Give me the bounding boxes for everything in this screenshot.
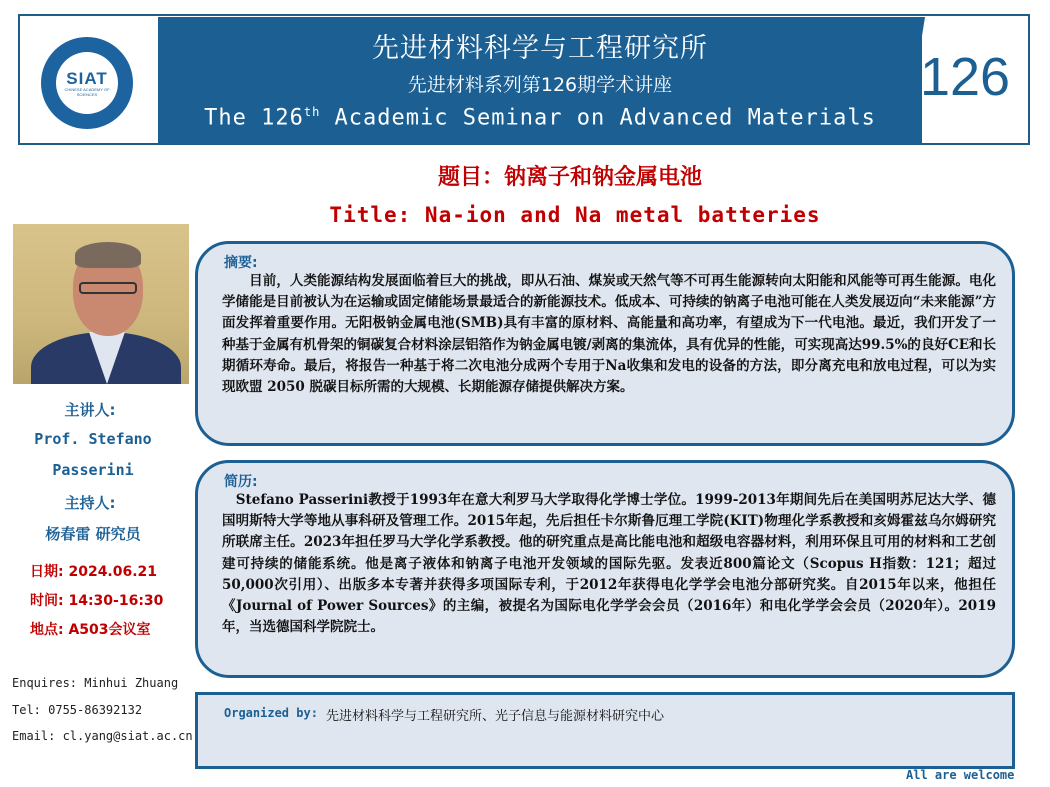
siat-logo: [41, 37, 133, 129]
bio-label: 简历:: [224, 474, 258, 490]
speaker-label: 主讲人:: [64, 401, 116, 419]
photo-glasses: [79, 282, 137, 294]
organizer-box: [195, 692, 1015, 769]
english-title-suffix-ordinal: th: [303, 105, 321, 119]
bio-text: Stefano Passerini教授于1993年在意大利罗马大学取得化学博士学位。1999-2013年期间先后在美国明苏尼达大学、德国明斯特大学等地从事科研及管理工作。2015年起，先后担任卡尔斯鲁厄理工学院(KIT)物理化学系教授和亥姆霍兹乌尔姆研究所联席主任。2023年担任罗马大学化学系教授。他的研究重点是高比能电池和超级电容器材料，利用环保且可用的材料和工艺创建可持续的储能系统。他是离子液体和钠离子电池开发领域的国际先驱。发表近800篇论文（Scopus H指数：121；超过50,000次引用）、出版多本专著并获得多项国际专利，于2012年获得电化学学会电池分部研究奖。自2015年以来，他担任《Journal of Power Sources》的主编，被提名为国际电化学学会会员（2016年）和电化学学会会员（2020年）。2019年，当选德国科学院院士。: [222, 492, 996, 636]
host-label: 主持人:: [64, 494, 116, 512]
enquiries-contact: Enquires: Minhui Zhuang: [12, 676, 179, 690]
abstract-panel: [195, 241, 1015, 446]
photo-hair: [75, 242, 141, 268]
institute-name: 先进材料科学与工程研究所: [372, 33, 708, 64]
seminar-series: 先进材料系列第126期学术讲座: [407, 74, 673, 96]
organizer-value: 先进材料科学与工程研究所、光子信息与能源材料研究中心: [326, 709, 665, 724]
event-location: 地点: A503会议室: [30, 622, 151, 638]
event-date: 日期: 2024.06.21: [30, 564, 158, 580]
seminar-english-title: [158, 105, 922, 130]
speaker-photo: [13, 224, 189, 384]
enquiries-email: Email: cl.yang@siat.ac.cn: [12, 729, 193, 743]
english-title-prefix: The 126: [204, 105, 304, 131]
logo-text: SIAT: [66, 68, 108, 88]
speaker-name-line2: Passerini: [52, 461, 134, 479]
talk-title-cn: 题目：钠离子和钠金属电池: [437, 165, 702, 190]
speaker-name-line1: Prof. Stefano: [34, 430, 152, 448]
organizer-label: Organized by:: [224, 706, 318, 720]
logo-subtext: CHINESE ACADEMY OF SCIENCES: [64, 86, 110, 97]
host-name: 杨春雷 研究员: [45, 525, 141, 543]
issue-number: 126: [919, 47, 1011, 107]
welcome-note: All are welcome: [906, 768, 1015, 782]
english-title-suffix: Academic Seminar on Advanced Materials: [320, 105, 876, 131]
talk-title-en: Title: Na-ion and Na metal batteries: [329, 203, 821, 227]
abstract-text: 目前，人类能源结构发展面临着巨大的挑战，即从石油、煤炭或天然气等不可再生能源转向太阳能和风能等可再生能源。电化学储能是目前被认为在运输或固定储能场景最适合的新能源技术。低成本、可持续的钠离子电池可能在人类发展迈向“未来能源”方面发挥着重要作用。无阳极钠金属电池(SMB)具有丰富的原材料、高能量和高功率，有望成为下一代电池。最近，我们开发了一种基于金属有机骨架的铜碳复合材料涂层铝箔作为钠金属电镀/剥离的集流体，具有优异的性能，可实现高达99.5%的良好CE和长期循环寿命。最后，将报告一种基于将二次电池分成两个专用于Na收集和发电的设备的方法，即分离充电和放电过程，可以为实现欧盟 2050 脱碳目标所需的大规模、长期能源存储提供解决方案。: [222, 273, 996, 396]
bio-panel: [195, 460, 1015, 678]
abstract-label: 摘要:: [224, 255, 258, 271]
enquiries-tel: Tel: 0755-86392132: [12, 703, 143, 717]
event-time: 时间: 14:30-16:30: [30, 593, 164, 609]
logo-inner: [56, 52, 118, 114]
